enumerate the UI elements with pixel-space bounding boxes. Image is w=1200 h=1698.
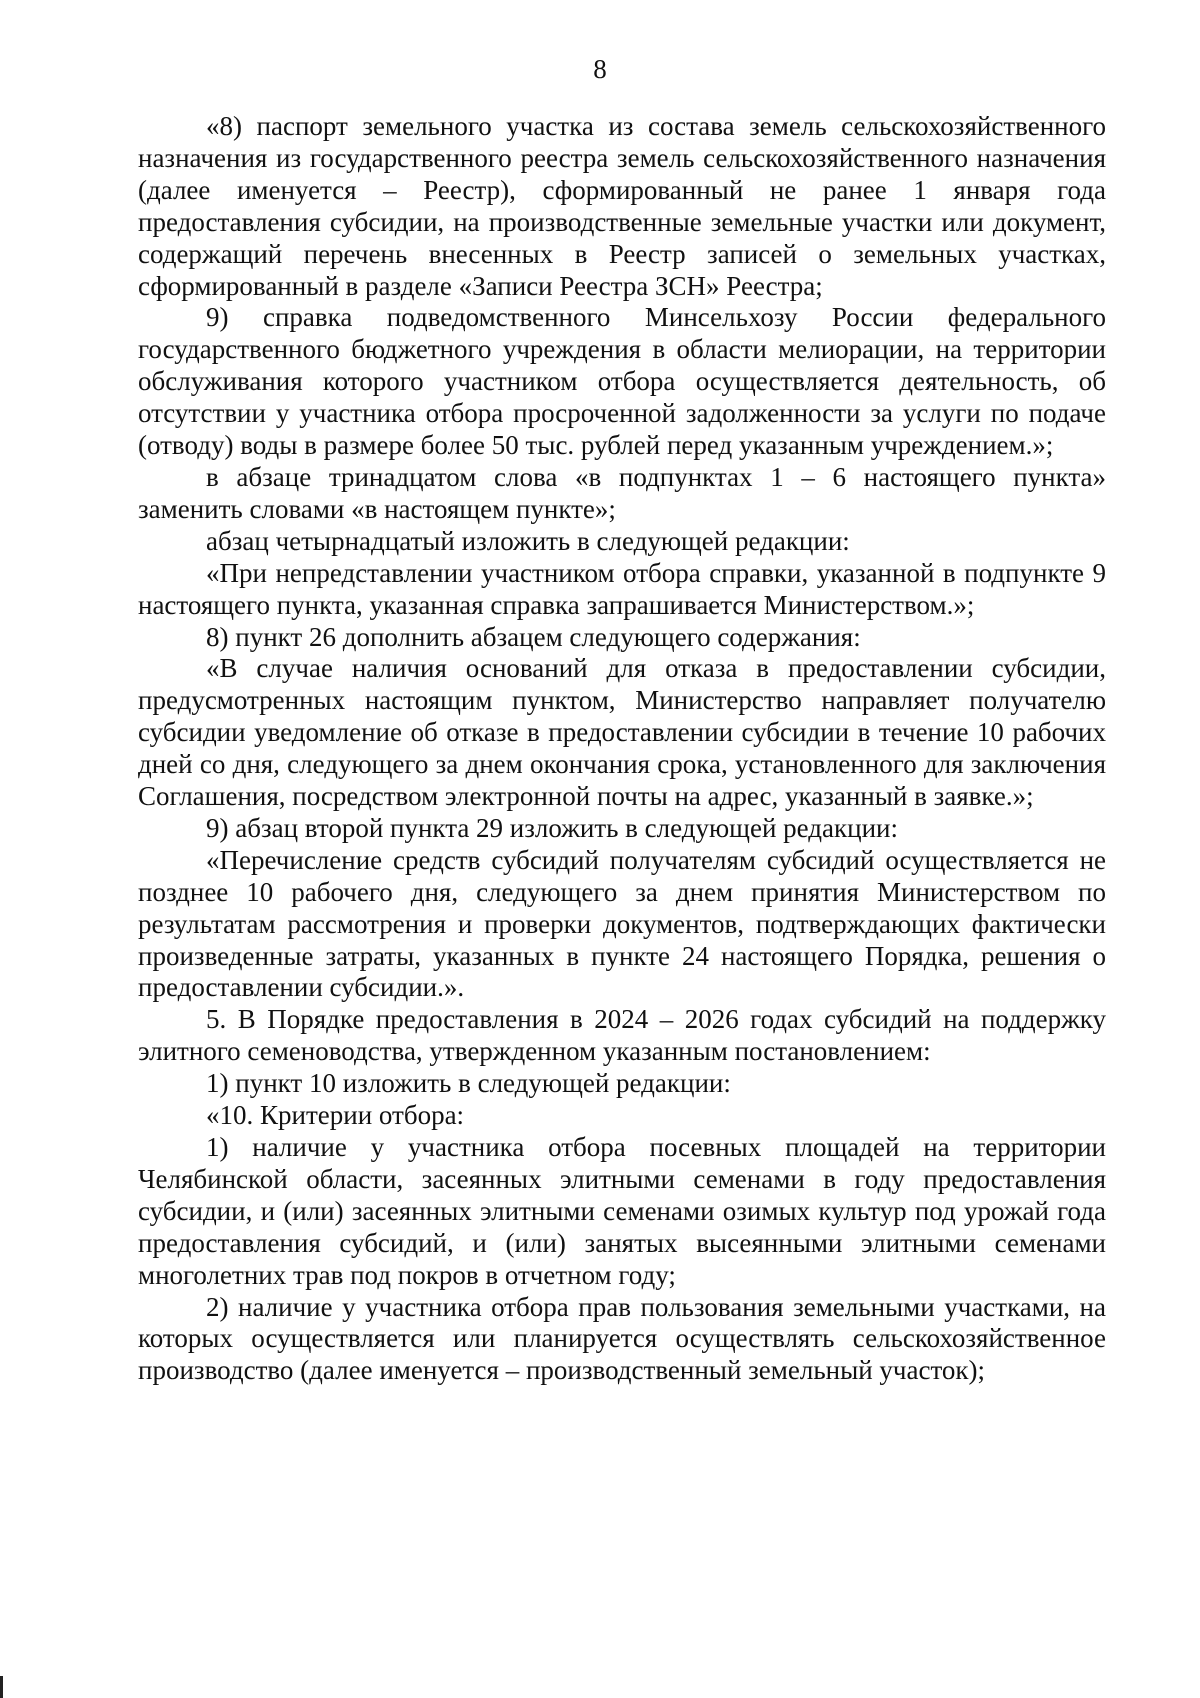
page-number: 8	[593, 54, 607, 84]
paragraph-item-26-intro: 8) пункт 26 дополнить абзацем следующего содержания:	[206, 621, 861, 652]
paragraph-fourteenth-intro: абзац четырнадцатый изложить в следующей редакции:	[206, 525, 850, 556]
paragraph-item-10-intro: 1) пункт 10 изложить в следующей редакции:	[206, 1068, 731, 1099]
paragraph-item-26-text: «В случае наличия оснований для отказа в предоставлении субсидии, предусмотренных настоящим пунктом, Министерство направляет получателю субсидии уведомление об отказе в предоставлении субсидии в течение 10 рабочих дней со дня, следующего за днем окончания срока, установленного для заключения Соглашения, посредством электронной почты на адрес, указанный в заявке.»;	[138, 653, 1106, 812]
paragraph-section-5: 5. В Порядке предоставления в 2024 – 2026 годах субсидий на поддержку элитного семеноводства, утвержденном указанным постановлением:	[138, 1004, 1106, 1067]
paragraph-fourteenth-text: «При непредставлении участником отбора справки, указанной в подпункте 9 настоящего пункта, указанная справка запрашивается Министерством.»;	[138, 557, 1106, 620]
document-body	[138, 111, 1106, 1387]
paragraph-criterion-2: 2) наличие у участника отбора прав пользования земельными участками, на которых осуществляется или планируется осуществлять сельскохозяйственное производство (далее именуется – производственный земельный участок);	[138, 1291, 1106, 1386]
paragraph-item-29-intro: 9) абзац второй пункта 29 изложить в следующей редакции:	[206, 812, 898, 843]
scan-edge-mark	[0, 1676, 3, 1698]
paragraph-passport: «8) паспорт земельного участка из состава земель сельскохозяйственного назначения из государственного реестра земель сельскохозяйственного назначения (далее именуется – Реестр), сформированный не ранее 1 января года предоставления субсидии, на производственные земельные участки или документ, содержащий перечень внесенных в Реестр записей о земельных участках, сформированный в разделе «Записи Реестра ЗСН» Реестра;	[138, 111, 1106, 301]
paragraph-criteria-heading: «10. Критерии отбора:	[206, 1100, 465, 1131]
paragraph-item-29-text: «Перечисление средств субсидий получателям субсидий осуществляется не позднее 10 рабочего дня, следующего за днем принятия Министерством по результатам рассмотрения и проверки документов, подтверждающих фактически произведенные затраты, указанных в пункте 24 настоящего Порядка, решения о предоставлении субсидии.».	[138, 844, 1106, 1003]
paragraph-thirteenth-amendment: в абзаце тринадцатом слова «в подпунктах 1 – 6 настоящего пункта» заменить словами «в настоящем пункте»;	[138, 461, 1106, 524]
paragraph-certificate: 9) справка подведомственного Минсельхозу России федерального государственного бюджетного учреждения в области мелиорации, на территории обслуживания которого участником отбора осуществляется деятельность, об отсутствии у участника отбора просроченной задолженности за услуги по подаче (отводу) воды в размере более 50 тыс. рублей перед указанным учреждением.»;	[138, 302, 1106, 461]
paragraph-criterion-1: 1) наличие у участника отбора посевных площадей на территории Челябинской области, засеянных элитными семенами в году предоставления субсидии, и (или) засеянных элитными семенами озимых культур под урожай года предоставления субсидий, и (или) занятых высеянными элитными семенами многолетних трав под покров в отчетном году;	[138, 1132, 1106, 1290]
